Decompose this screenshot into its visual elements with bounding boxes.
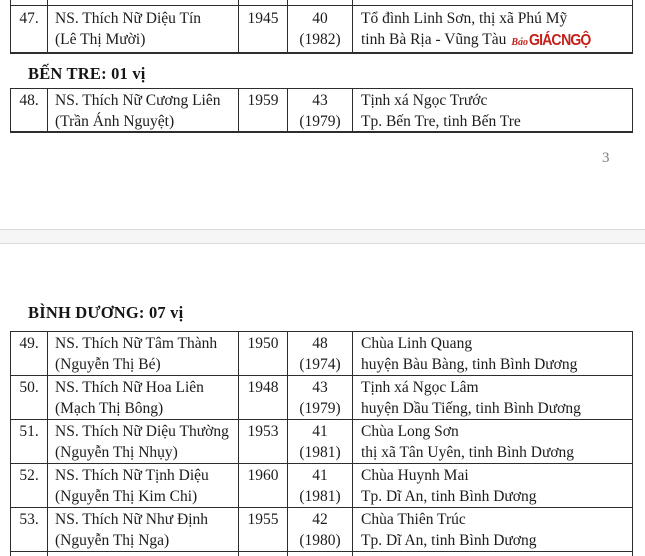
table-row [11, 332, 632, 376]
temple-name: Chùa Linh Quang [361, 335, 473, 352]
row-number-cell: 49. [11, 332, 48, 375]
temple-locality: huyện Dầu Tiếng, tinh Bình Dương [361, 400, 581, 417]
age-cell [288, 508, 353, 551]
age-value: 40 [312, 10, 328, 27]
temple-name: Chùa Huynh Mai [361, 467, 469, 484]
birth-year-cell: 1955 [239, 508, 288, 551]
nun-name-cell [48, 89, 239, 132]
age-cell [288, 464, 353, 507]
nun-name-cell [48, 0, 239, 5]
temple-address-cell [353, 508, 632, 551]
table-row [11, 89, 632, 131]
table-row [11, 420, 632, 464]
nun-name-cell [48, 508, 239, 551]
row-number-cell [11, 0, 48, 5]
temple-address-cell [353, 552, 632, 556]
dharma-name: NS. Thích Nữ Tâm Thành [55, 335, 218, 352]
temple-locality: Tp. Dĩ An, tinh Bình Dương [361, 488, 537, 505]
age-value: 43 [312, 92, 328, 109]
temple-locality: huyện Bàu Bàng, tinh Bình Dương [361, 356, 578, 373]
section-heading-ben-tre: BẾN TRE: 01 vị [28, 64, 146, 83]
temple-name: Tịnh xá Ngọc Trước [361, 92, 488, 109]
row-number-cell: 52. [11, 464, 48, 507]
temple-name: Tịnh xá Ngọc Lâm [361, 379, 479, 396]
dharma-name: NS. Thích Nữ Hoa Liên [55, 379, 204, 396]
temple-address-cell [353, 464, 632, 507]
table-row [11, 464, 632, 508]
nun-name-cell [48, 552, 239, 556]
dharma-name: NS. Thích Nữ Diệu Thường [55, 423, 229, 440]
row-number-cell: 47. [11, 6, 48, 52]
birth-year-cell: 1950 [239, 332, 288, 375]
age-cell [288, 552, 353, 556]
age-value: 48 [312, 335, 328, 352]
age-value: 42 [312, 511, 328, 528]
roster-table-ben-tre [10, 88, 633, 133]
age-cell [288, 376, 353, 419]
birth-year-cell [239, 0, 288, 5]
roster-table-binh-duong [10, 331, 633, 556]
ordination-year: (1979) [299, 113, 341, 130]
temple-address-cell [353, 0, 632, 5]
row-number-cell: 50. [11, 376, 48, 419]
watermark-name: GIÁC NGỘ [529, 32, 591, 49]
ordination-year: (1981) [299, 444, 341, 461]
nun-name-cell [48, 420, 239, 463]
table-row [11, 6, 632, 52]
age-value: 43 [312, 379, 328, 396]
birth-name: (Trần Ánh Nguyệt) [55, 113, 175, 130]
table-row [11, 508, 632, 552]
birth-name: (Nguyễn Thị Bé) [55, 356, 161, 373]
ordination-year: (1980) [299, 532, 341, 549]
ordination-year: (1974) [299, 356, 341, 373]
dharma-name: NS. Thích Nữ Cương Liên [55, 92, 221, 109]
nun-name-cell [48, 6, 239, 52]
page-number: 3 [602, 150, 610, 166]
birth-year-cell: 1959 [239, 89, 288, 132]
temple-name: Chùa Thiên Trúc [361, 511, 466, 528]
age-cell [288, 332, 353, 375]
row-number-cell: 53. [11, 508, 48, 551]
age-value: 41 [312, 423, 328, 440]
birth-year-cell [239, 552, 288, 556]
row-number-cell: 51. [11, 420, 48, 463]
watermark-prefix: Báo [511, 37, 529, 48]
row-number-cell [11, 552, 48, 556]
birth-year-cell: 1953 [239, 420, 288, 463]
table-row-cutoff-bottom [11, 552, 632, 556]
dharma-name: NS. Thích Nữ Như Định [55, 511, 209, 528]
temple-address-cell [353, 376, 632, 419]
age-value: 41 [312, 467, 328, 484]
nun-name-cell [48, 376, 239, 419]
temple-address-cell [353, 420, 632, 463]
table-row [11, 376, 632, 420]
dharma-name: NS. Thích Nữ Diệu Tín [55, 10, 202, 27]
temple-address-cell [353, 6, 632, 52]
ordination-year: (1981) [299, 488, 341, 505]
temple-locality: Tp. Bến Tre, tinh Bến Tre [361, 113, 521, 130]
ordination-year: (1982) [299, 31, 341, 48]
temple-name: Tổ đình Linh Sơn, thị xã Phú Mỹ [361, 10, 568, 27]
page-break-separator [0, 229, 645, 244]
temple-address-cell [353, 89, 632, 132]
age-cell [288, 6, 353, 52]
birth-name: (Mạch Thị Bông) [55, 400, 164, 417]
birth-name: (Lê Thị Mười) [55, 31, 146, 48]
birth-name: (Nguyễn Thị Nga) [55, 532, 170, 549]
row-number-cell: 48. [11, 89, 48, 132]
roster-table-ba-ria-vung-tau [10, 6, 633, 54]
age-cell [288, 0, 353, 5]
temple-name: Chùa Long Sơn [361, 423, 459, 440]
table-row [11, 0, 632, 5]
section-heading-binh-duong: BÌNH DƯƠNG: 07 vị [28, 303, 184, 322]
birth-name: (Nguyễn Thị Nhụy) [55, 444, 178, 461]
giac-ngo-watermark [511, 30, 599, 53]
nun-name-cell [48, 332, 239, 375]
age-cell [288, 89, 353, 132]
birth-year-cell: 1948 [239, 376, 288, 419]
birth-name: (Nguyễn Thị Kim Chi) [55, 488, 198, 505]
temple-locality: Tp. Dĩ An, tinh Bình Dương [361, 532, 537, 549]
temple-locality: tinh Bà Rịa - Vũng Tàu [361, 31, 507, 48]
nun-name-cell [48, 464, 239, 507]
temple-address-cell [353, 332, 632, 375]
temple-locality: thị xã Tân Uyên, tinh Bình Dương [361, 444, 575, 461]
ordination-year: (1979) [299, 400, 341, 417]
birth-year-cell: 1960 [239, 464, 288, 507]
dharma-name: NS. Thích Nữ Tịnh Diệu [55, 467, 209, 484]
birth-year-cell: 1945 [239, 6, 288, 52]
age-cell [288, 420, 353, 463]
